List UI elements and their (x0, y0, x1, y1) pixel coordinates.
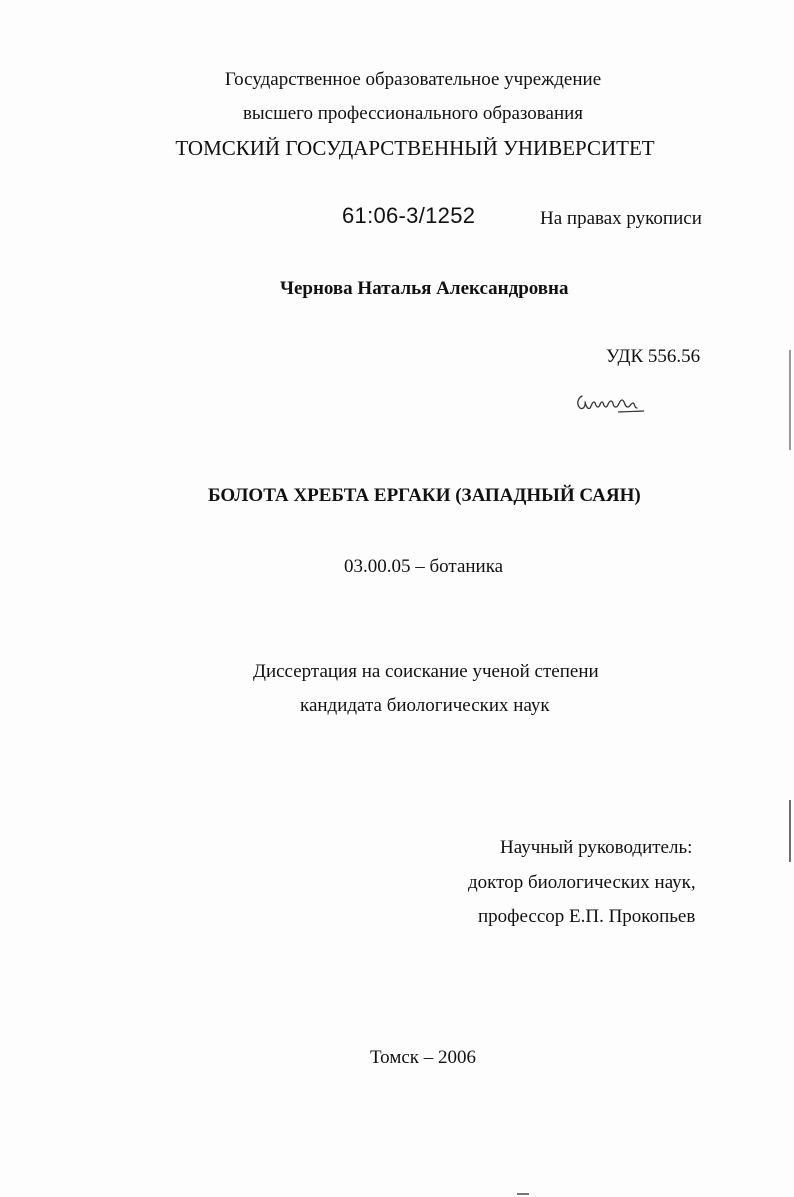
institution-line-2: высшего профессионального образования (242, 103, 584, 124)
supervisor-name: профессор Е.П. Прокопьев (478, 906, 696, 927)
supervisor-degree: доктор биологических наук, (468, 872, 696, 893)
supervisor-label: Научный руководитель: (500, 837, 693, 858)
scan-edge-mark (789, 800, 791, 862)
university-name: ТОМСКИЙ ГОСУДАРСТВЕННЫЙ УНИВЕРСИТЕТ (175, 136, 655, 160)
place-year: Томск – 2006 (370, 1047, 477, 1068)
author-name: Чернова Наталья Александровна (280, 278, 569, 299)
scan-edge-mark (789, 350, 791, 450)
dissertation-line-1: Диссертация на соискание ученой степени (253, 661, 599, 682)
signature-underline (618, 411, 644, 412)
scan-speck (517, 1193, 529, 1195)
rights-notice: На правах рукописи (540, 208, 702, 229)
udk-code: УДК 556.56 (606, 346, 701, 367)
signature-stroke (578, 396, 637, 409)
author-signature (574, 388, 648, 418)
institution-line-1: Государственное образовательное учреждение (224, 69, 602, 90)
dissertation-line-2: кандидата биологических наук (300, 695, 550, 716)
thesis-title: БОЛОТА ХРЕБТА ЕРГАКИ (ЗАПАДНЫЙ САЯН) (208, 485, 641, 506)
catalog-code: 61:06-3/1252 (342, 203, 476, 228)
specialty-code: 03.00.05 – ботаника (344, 556, 504, 577)
